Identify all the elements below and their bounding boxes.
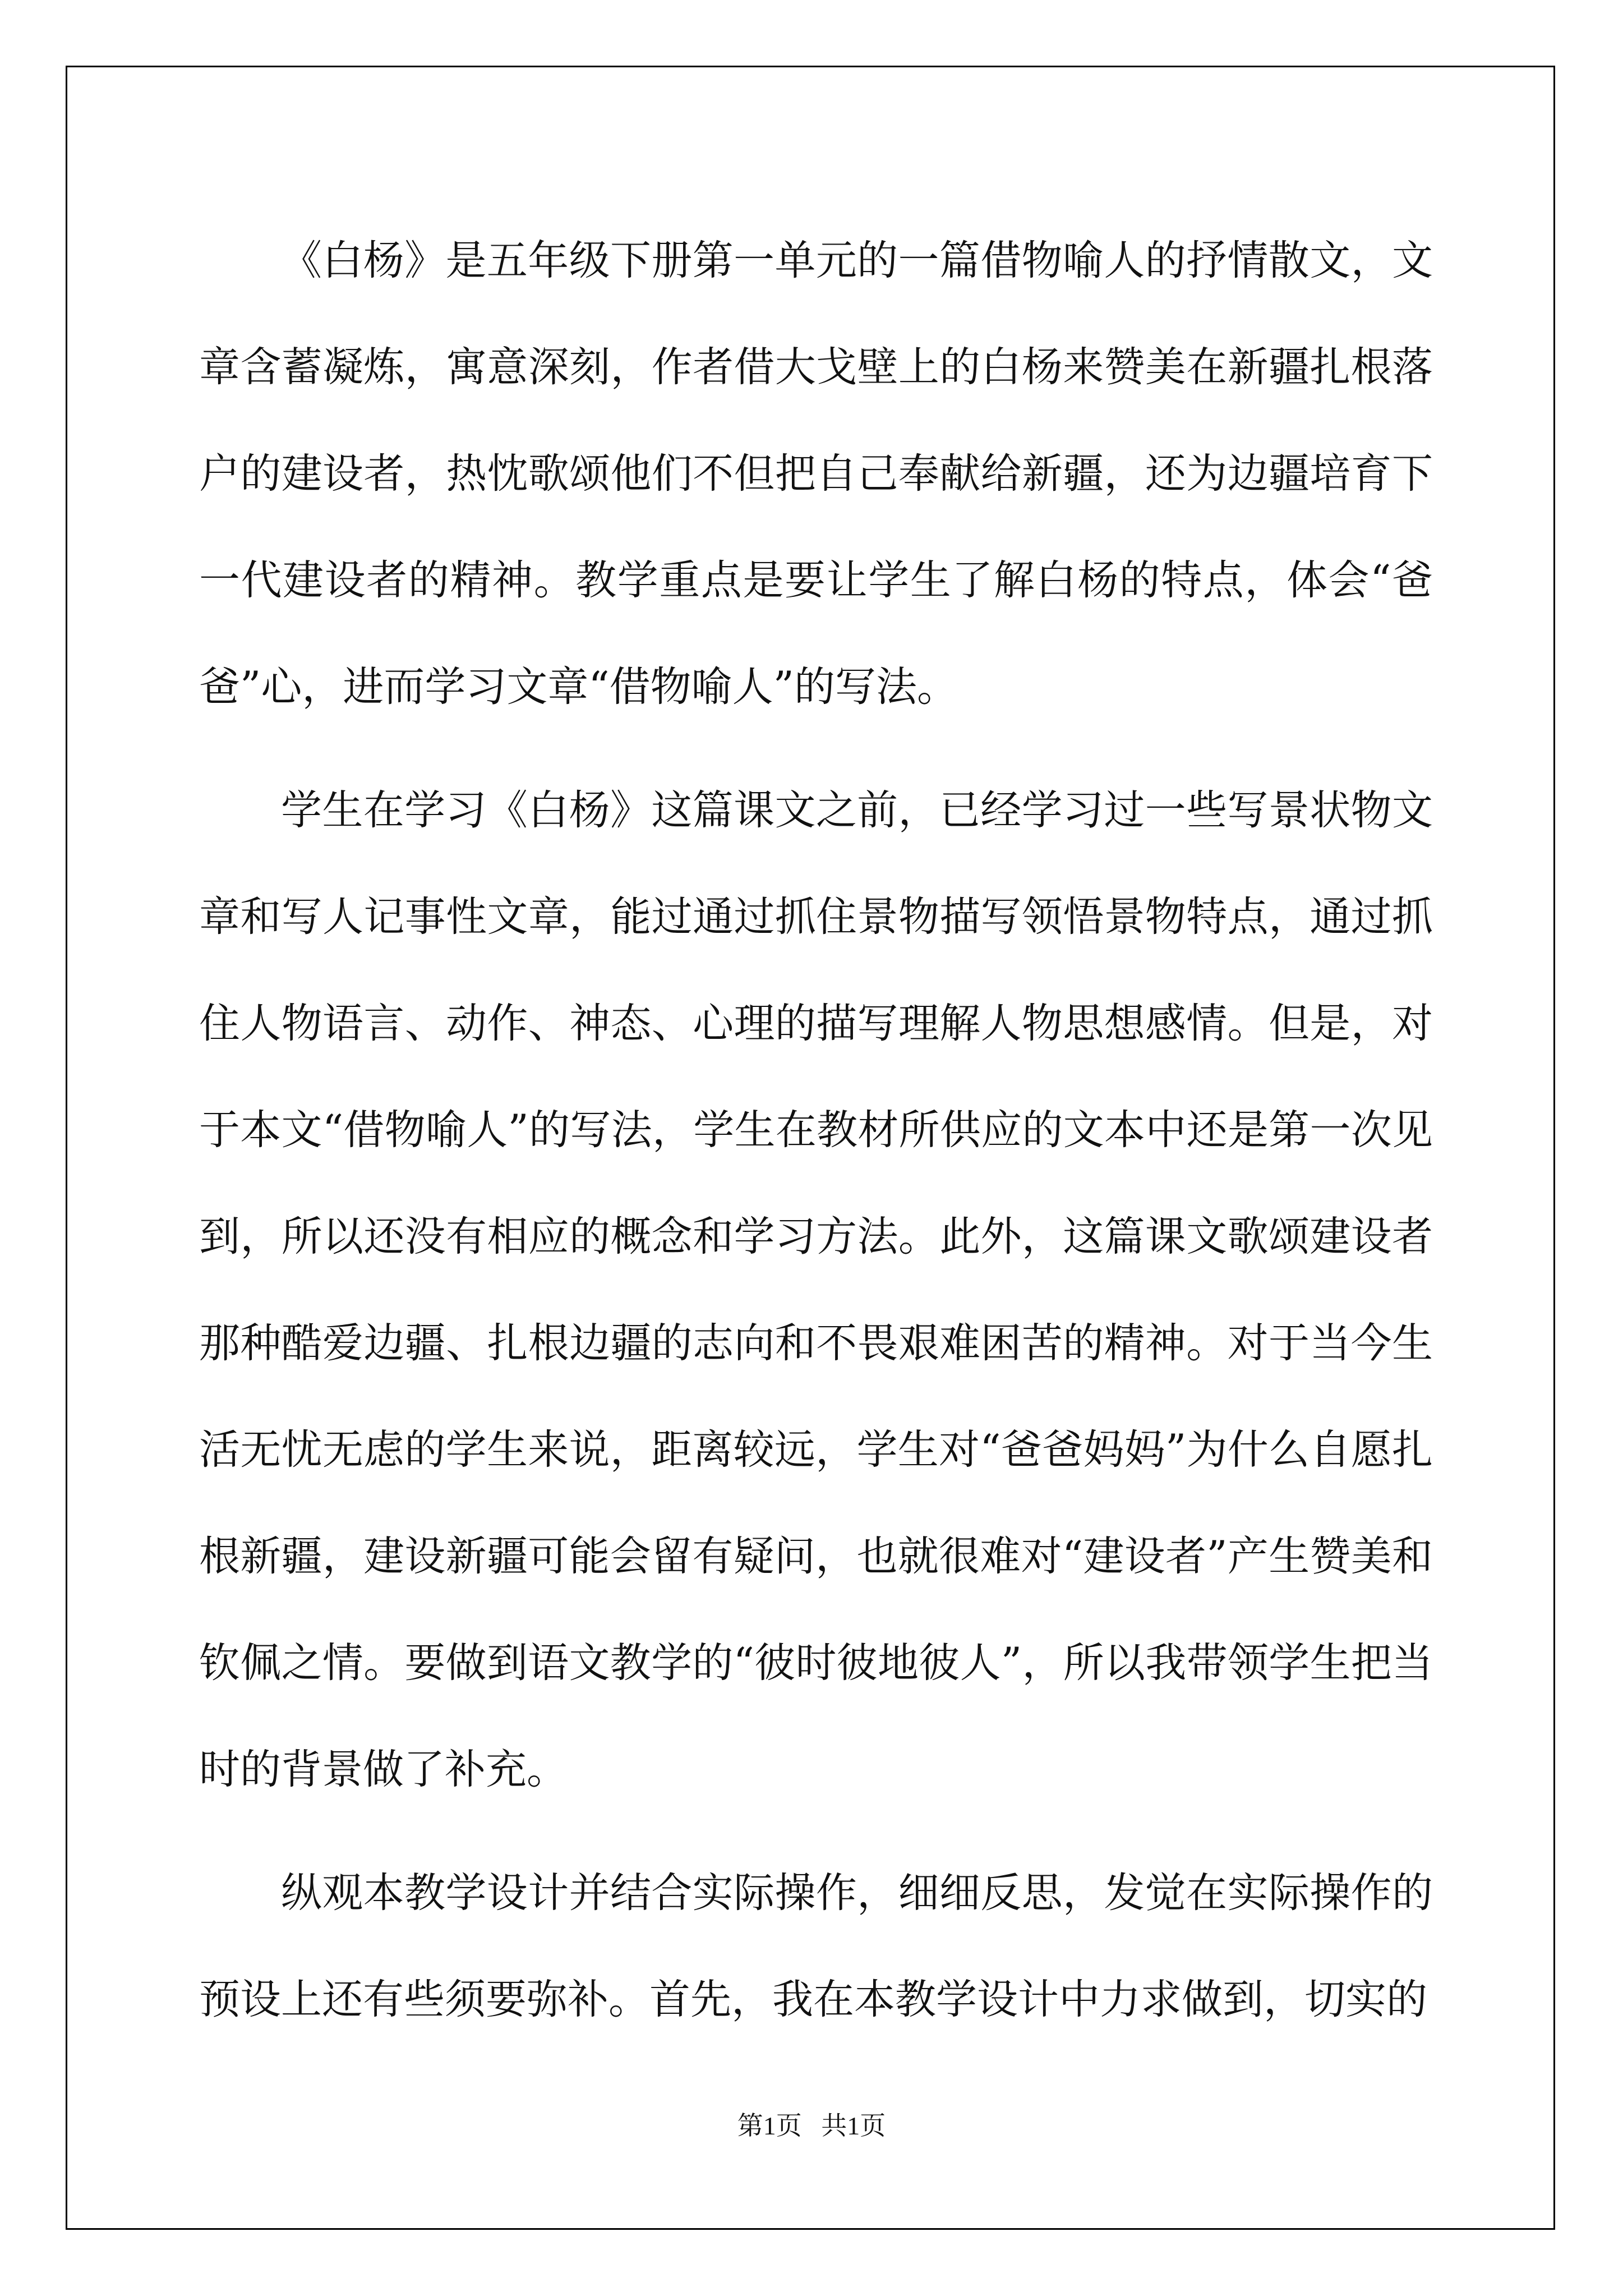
page-footer: 第1页 共1页 bbox=[737, 2111, 886, 2140]
paragraph-3: 纵观本教学设计并结合实际操作，细细反思，发觉在实际操作的预设上还有些须要弥补。首先，我在本教学设计中力求做到，切实的 bbox=[199, 1869, 1433, 2023]
paragraph-2: 学生在学习《白杨》这篇课文之前，已经学习过一些写景状物文章和写人记事性文章，能过通过抓住景物描写领悟景物特点，通过抓住人物语言、动作、神态、心理的描写理解人物思想感情。但是，对于本文“借物喻人”的写法，学生在教材所供应的文本中还是第一次见到，所以还没有相应的概念和学习方法。此外，这篇课文歌颂建设者那种酷爱边疆、扎根边疆的志向和不畏艰难困苦的精神。对于当今生活无忧无虑的学生来说，距离较远，学生对“爸爸妈妈”为什么自愿扎根新疆，建设新疆可能会留有疑问，也就很难对“建设者”产生赞美和钦佩之情。要做到语文教学的“彼时彼地彼人”，所以我带领学生把当时的背景做了补充。 bbox=[199, 786, 1433, 1793]
document-body bbox=[199, 208, 1433, 2053]
paragraph-1: 《白杨》是五年级下册第一单元的一篇借物喻人的抒情散文，文章含蓄凝炼，寓意深刻，作者借大戈壁上的白杨来赞美在新疆扎根落户的建设者，热忱歌颂他们不但把自己奉献给新疆，还为边疆培育下一代建设者的精神。教学重点是要让学生了解白杨的特点，体会“爸爸”心，进而学习文章“借物喻人”的写法。 bbox=[199, 237, 1433, 711]
